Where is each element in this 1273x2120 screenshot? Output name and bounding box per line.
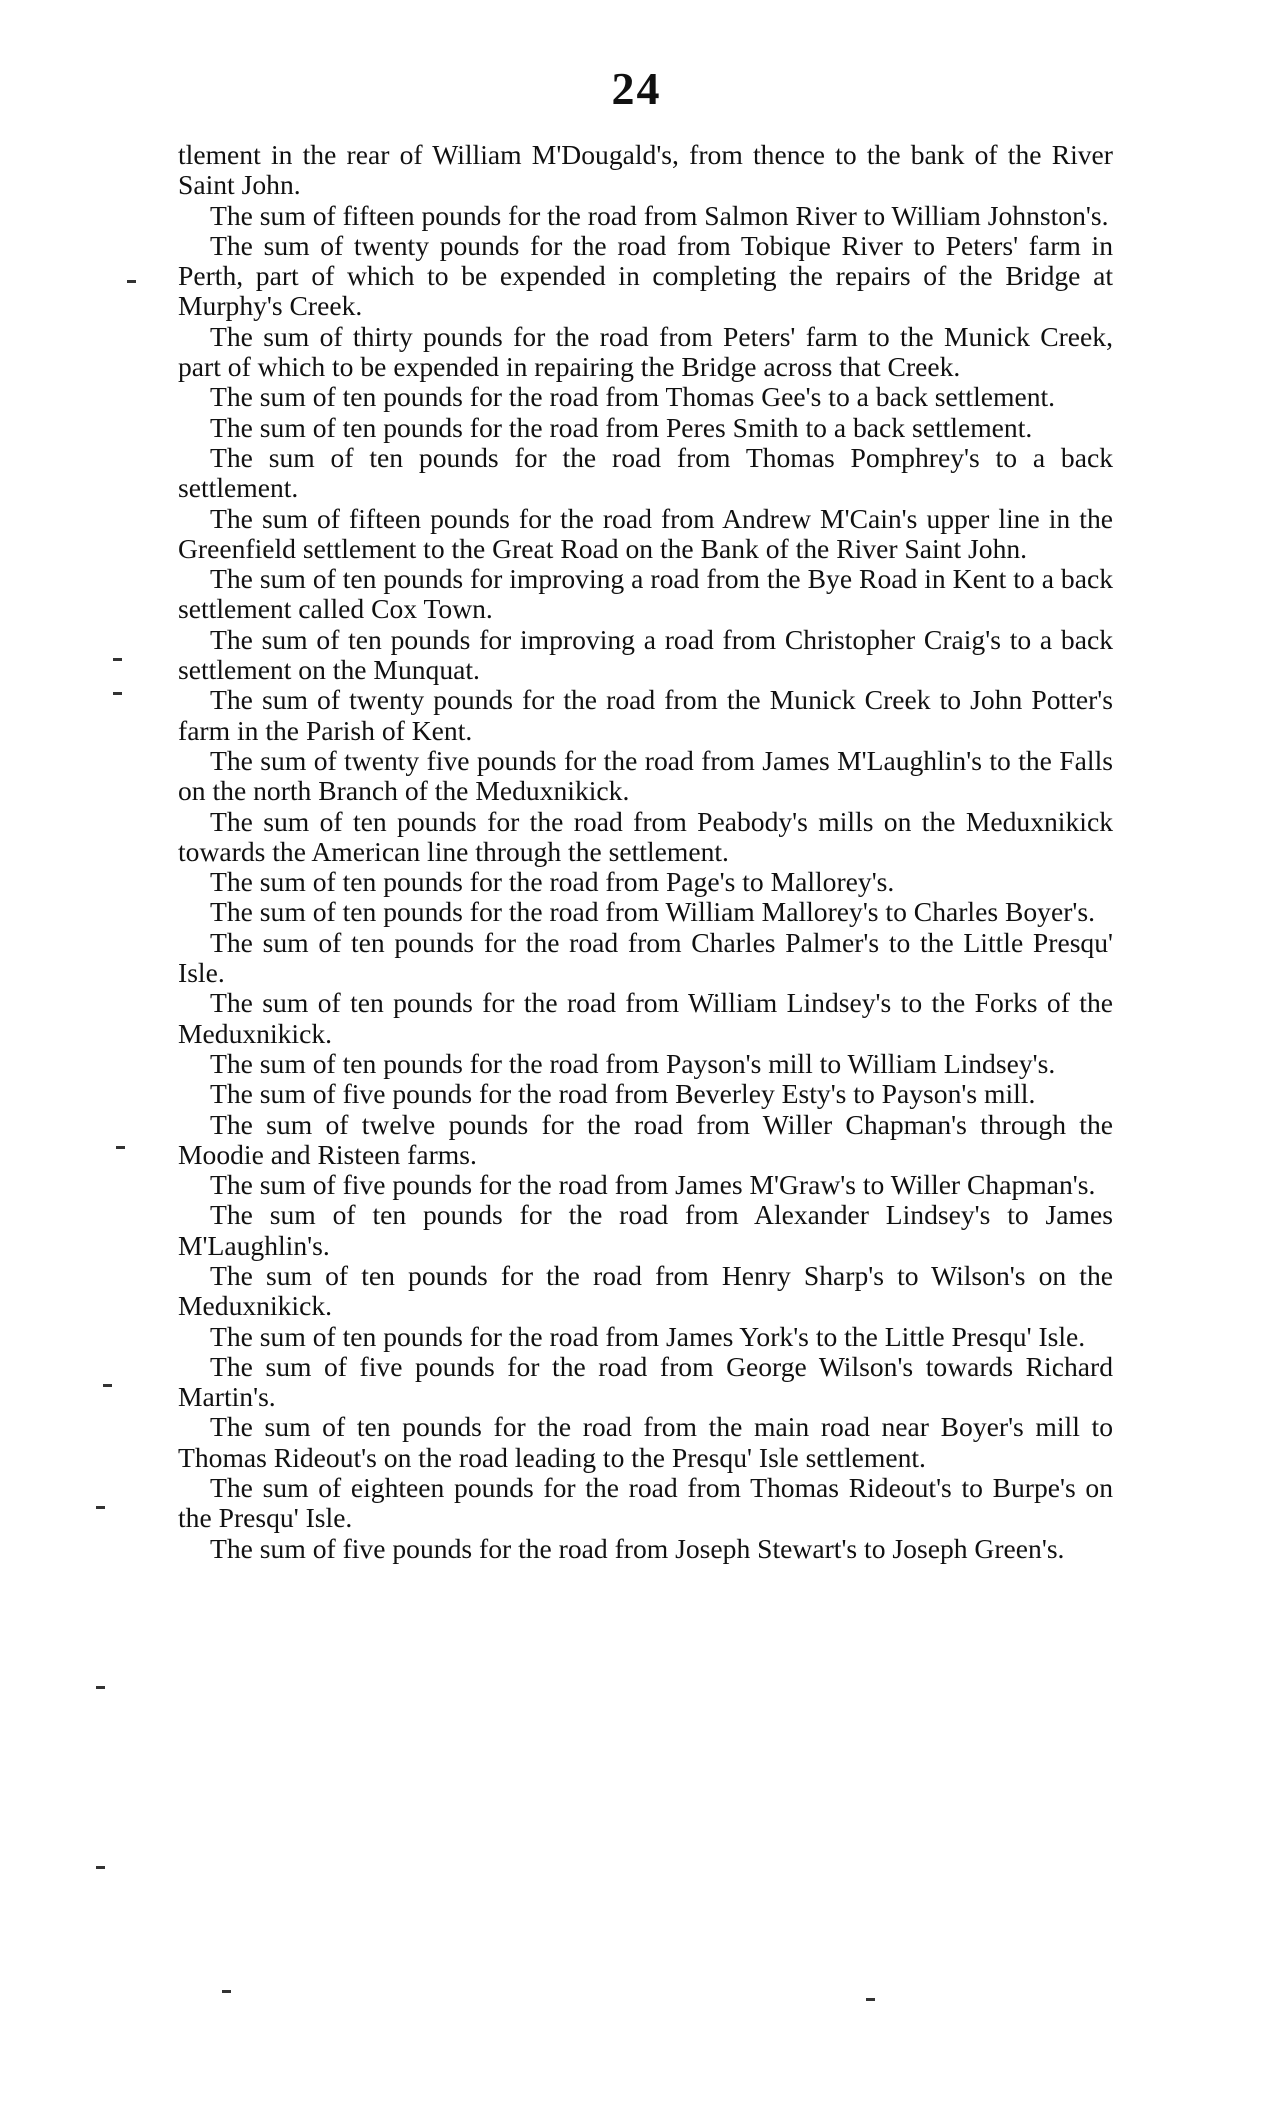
paragraph: The sum of five pounds for the road from Joseph Stewart's to Joseph Green's.	[210, 1532, 1065, 1564]
paragraph: The sum of twenty pounds for the road from Tobique River to Peters' farm in Perth, part of which to be expended in completing the repairs of the Bridge at Murphy's Creek.	[178, 229, 1113, 322]
scan-speck	[113, 692, 122, 695]
paragraph: The sum of ten pounds for the road from Peres Smith to a back settlement.	[210, 411, 1033, 443]
paragraph: The sum of fifteen pounds for the road from Andrew M'Cain's upper line in the Greenfield settlement to the Great Road on the Bank of the River Saint John.	[178, 502, 1113, 564]
paragraph: The sum of ten pounds for the road from the main road near Boyer's mill to Thomas Rideout's on the road leading to the Presqu' Isle settlement.	[178, 1411, 1113, 1473]
scan-speck	[103, 1384, 112, 1387]
scan-speck	[96, 1686, 105, 1689]
paragraph: The sum of eighteen pounds for the road from Thomas Rideout's to Burpe's on the Presqu' Isle.	[178, 1472, 1113, 1534]
paragraph: The sum of ten pounds for the road from Thomas Pomphrey's to a back settlement.	[178, 441, 1113, 504]
page-number: 24	[611, 63, 662, 114]
paragraph: The sum of ten pounds for the road from William Lindsey's to the Forks of the Meduxnikick.	[178, 987, 1113, 1049]
paragraph: The sum of ten pounds for the road from Peabody's mills on the Meduxnikick towards the American line through the settlement.	[178, 805, 1113, 867]
scan-speck	[127, 280, 136, 283]
paragraph: The sum of ten pounds for the road from Page's to Mallorey's.	[210, 866, 895, 898]
paragraph: The sum of ten pounds for the road from Henry Sharp's to Wilson's on the Meduxnikick.	[178, 1259, 1113, 1322]
paragraph: The sum of twenty pounds for the road from the Munick Creek to John Potter's farm in the Parish of Kent.	[178, 684, 1113, 746]
paragraph: The sum of ten pounds for improving a road from the Bye Road in Kent to a back settlement called Cox Town.	[178, 563, 1113, 625]
paragraph: The sum of ten pounds for the road from Payson's mill to William Lindsey's.	[210, 1047, 1056, 1079]
paragraph: The sum of ten pounds for the road from William Mallorey's to Charles Boyer's.	[210, 896, 1096, 928]
paragraph: The sum of ten pounds for the road from Thomas Gee's to a back settlement.	[210, 381, 1056, 413]
paragraph: The sum of ten pounds for improving a road from Christopher Craig's to a back settlement on the Munquat.	[178, 623, 1113, 686]
paragraph: The sum of five pounds for the road from George Wilson's towards Richard Martin's.	[178, 1350, 1113, 1413]
paragraph: The sum of fifteen pounds for the road from Salmon River to William Johnston's.	[210, 199, 1109, 231]
paragraph: The sum of ten pounds for the road from Charles Palmer's to the Little Presqu' Isle.	[178, 926, 1113, 989]
paragraph: The sum of twenty five pounds for the road from James M'Laughlin's to the Falls on the north Branch of the Meduxnikick.	[178, 744, 1113, 807]
scan-speck	[222, 1990, 231, 1993]
scan-speck	[96, 1866, 105, 1869]
text-column	[178, 140, 1113, 1564]
paragraph: The sum of thirty pounds for the road from Peters' farm to the Munick Creek, part of which to be expended in repairing the Bridge across that Creek.	[178, 320, 1113, 383]
scan-speck	[113, 658, 122, 661]
scan-speck	[866, 1998, 875, 2001]
paragraph-continuation: tlement in the rear of William M'Dougald's, from thence to the bank of the River Saint John.	[178, 139, 1113, 201]
paragraph: The sum of ten pounds for the road from Alexander Lindsey's to James M'Laughlin's.	[178, 1199, 1113, 1261]
scan-speck	[96, 1506, 105, 1509]
paragraph: The sum of five pounds for the road from Beverley Esty's to Payson's mill.	[210, 1078, 1036, 1110]
paragraph: The sum of twelve pounds for the road from Willer Chapman's through the Moodie and Risteen farms.	[178, 1108, 1113, 1170]
paragraph: The sum of five pounds for the road from James M'Graw's to Willer Chapman's.	[210, 1169, 1096, 1201]
scan-speck	[116, 1146, 125, 1149]
paragraph: The sum of ten pounds for the road from James York's to the Little Presqu' Isle.	[210, 1320, 1086, 1352]
